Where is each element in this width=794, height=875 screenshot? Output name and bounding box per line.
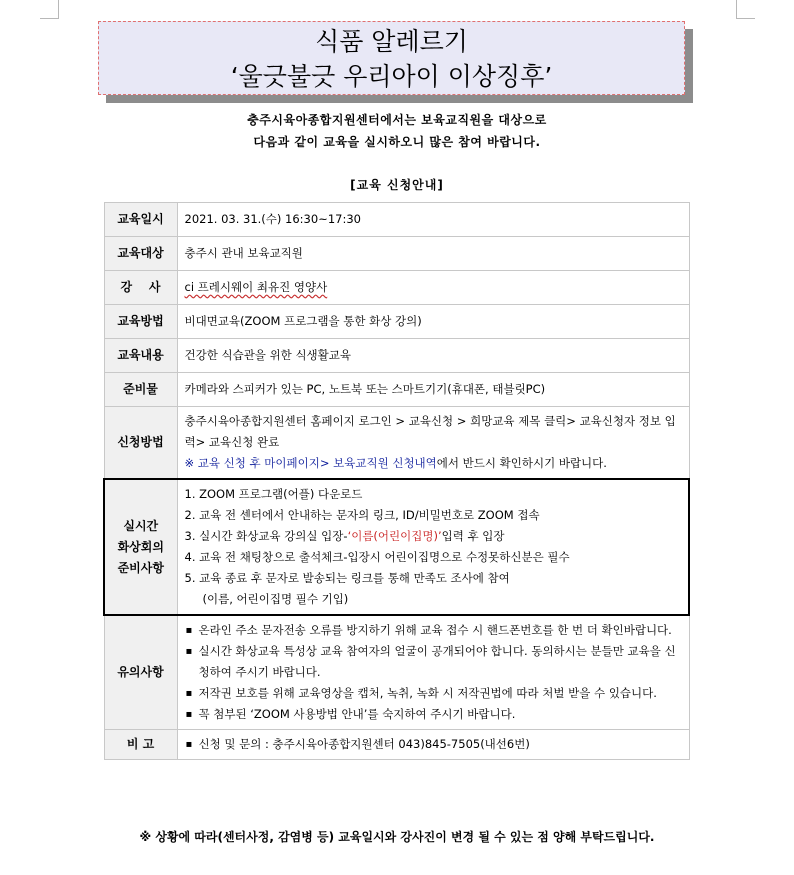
remark-item: ▪ 신청 및 문의 : 충주시육아종합지원센터 043)845-7505(내선6번) [185,734,682,755]
remark-list [185,734,682,755]
row-label: 신청방법 [104,407,177,480]
row-label [104,479,177,615]
page-corner-mark-left [40,0,59,19]
step-2: 2. 교육 전 센터에서 안내하는 문자의 링크, ID/비밀번호로 ZOOM 접속 [184,508,540,522]
row-label: 교육일시 [104,203,177,237]
note-item: ▪ 저작권 보호를 위해 교육영상을 캡처, 녹취, 녹화 시 저작권법에 따라 처벌 받을 수 있습니다. [185,683,682,704]
title-line-1: 식품 알레르기 [315,27,468,56]
row-value: 충주시 관내 보육교직원 [177,237,689,271]
row-value [177,271,689,305]
row-value [177,615,689,730]
info-table [103,202,690,760]
row-label: 교육대상 [104,237,177,271]
intro-line-2: 다음과 같이 교육을 실시하오니 많은 참여 바랍니다. [253,135,541,149]
row-notes [104,615,689,730]
row-value: 건강한 식습관을 위한 식생활교육 [177,339,689,373]
row-apply [104,407,689,480]
step-3-prefix: 3. 실시간 화상교육 강의실 입장- [184,529,348,543]
row-label: 준비물 [104,373,177,407]
title-box [98,21,685,95]
row-value [177,407,689,480]
step-3 [185,526,682,547]
step-5-sub: (이름, 어린이집명 필수 기입) [202,592,349,606]
step-3-highlight: ‘이름(어린이집명)’ [347,529,442,543]
row-label: 교육내용 [104,339,177,373]
section-title: [교육 신청안내] [350,178,444,192]
step-4: 4. 교육 전 채팅창으로 출석체크-입장시 어린이집명으로 수정못하신분은 필수 [184,550,570,564]
row-value: 비대면교육(ZOOM 프로그램을 통한 화상 강의) [177,305,689,339]
note-item: ▪ 꼭 첨부된 ‘ZOOM 사용방법 안내’를 숙지하여 주시기 바랍니다. [185,704,682,725]
step-3-suffix: 입력 후 입장 [441,529,505,543]
lecturer-text: ci 프레시웨이 최유진 영양사 [184,280,328,294]
row-target [104,237,689,271]
row-value [177,479,689,615]
row-label: 강 사 [104,271,177,305]
realtime-steps [185,484,682,610]
row-content [104,339,689,373]
row-realtime [104,479,689,615]
step-5: 5. 교육 종료 후 문자로 발송되는 링크를 통해 만족도 조사에 참여 [184,571,510,585]
apply-steps: 충주시육아종합지원센터 홈페이지 로그인 > 교육신청 > 희망교육 제목 클릭> 교육신청자 정보 입력> 교육신청 완료 [184,414,676,449]
apply-note-suffix: 에서 반드시 확인하시기 바랍니다. [436,456,607,470]
row-method [104,305,689,339]
realtime-label-1: 실시간 [123,518,159,533]
note-item: ▪ 실시간 화상교육 특성상 교육 참여자의 얼굴이 공개되어야 합니다. 동의하시는 분들만 교육을 신청하여 주시기 바랍니다. [185,641,682,683]
row-label: 비 고 [104,730,177,760]
row-date [104,203,689,237]
row-label: 유의사항 [104,615,177,730]
row-label: 교육방법 [104,305,177,339]
title-line-2: ‘울긋불긋 우리아이 이상징후’ [230,62,553,91]
apply-note: ※ 교육 신청 후 마이페이지> 보육교직원 신청내역 [184,456,437,470]
row-materials [104,373,689,407]
notes-list [185,620,682,725]
row-value: 2021. 03. 31.(수) 16:30~17:30 [177,203,689,237]
step-1: 1. ZOOM 프로그램(어플) 다운로드 [184,487,363,501]
realtime-label-3: 준비사항 [117,560,164,575]
row-value [177,730,689,760]
realtime-label-2: 화상회의 [117,539,164,554]
note-item: ▪ 온라인 주소 문자전송 오류를 방지하기 위해 교육 접수 시 핸드폰번호를 한 번 더 확인바랍니다. [185,620,682,641]
intro-line-1: 충주시육아종합지원센터에서는 보육교직원을 대상으로 [247,113,547,127]
page-corner-mark-right [736,0,755,19]
row-lecturer [104,271,689,305]
row-value: 카메라와 스피커가 있는 PC, 노트북 또는 스마트기기(휴대폰, 태블릿PC) [177,373,689,407]
footer-notice: ※ 상황에 따라(센터사정, 감염병 등) 교육일시와 강사진이 변경 될 수 있는 점 양해 부탁드립니다. [139,830,655,844]
row-remark [104,730,689,760]
